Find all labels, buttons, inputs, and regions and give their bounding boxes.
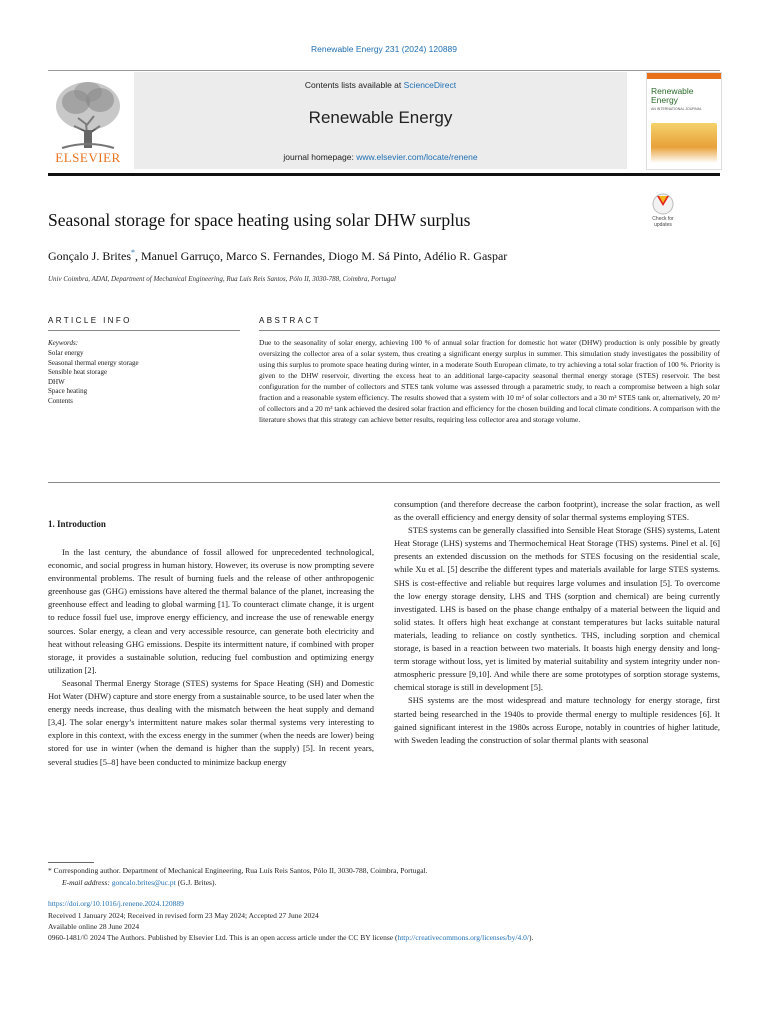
check-for-updates-label: Check for updates [652, 216, 674, 228]
article-title: Seasonal storage for space heating using solar DHW surplus [48, 210, 471, 230]
affiliation: Univ Coimbra, ADAI, Department of Mechanical Engineering, Rua Luís Reis Santos, Pólo II, 3030-788, Coimbra, Portugal [48, 275, 396, 283]
keyword: Sensible heat storage [48, 368, 108, 376]
header-divider [48, 70, 720, 71]
journal-reference[interactable]: Renewable Energy 231 (2024) 120889 [310, 44, 458, 54]
footnote-rule [48, 862, 94, 863]
body-paragraph: In the last century, the abundance of fossil allowed for unprecedented technological, economic, and social progress in human history. However, its overuse is now prompting severe environmental problems. The result of burning fuels and the release of other anthropogenic greenhouse gas (GHG) emissions have altered the thermal balance of the planet, increasing the greenhouse effect and leading to global warming [1]. To counteract climate change, it is urgent to reduce fossil fuel use, improve energy efficiency, and increase the use of renewable energy sources. Solar energy, a clean and very accessible resource, can generate both electricity and heat without releasing GHG emissions. Despite its intermittent nature, if combined with proper storage, it provides a sustainable solution, reducing fuel combustion and optimizing energy utilization [2]. [48, 547, 374, 675]
abstract-heading: ABSTRACT [259, 316, 321, 325]
available-online: Available online 28 June 2024 [48, 922, 140, 931]
author-name[interactable]: Manuel Garruço [141, 249, 220, 263]
keyword: Space heating [48, 387, 88, 395]
keyword: Contents [48, 396, 73, 405]
article-info-rule [48, 330, 240, 331]
keywords-label: Keywords: [48, 339, 79, 347]
email-label: E-mail address: [62, 878, 110, 887]
contents-line [134, 80, 627, 90]
body-paragraph: STES systems can be generally classified into Sensible Heat Storage (SHS) systems, Latent Heat Storage (LHS) systems and Thermochemical Heat Storage (THS) systems. Pinel et al. [6] presents an extended discussion on the methods for STES focusing on the residential scale, while Xu et al. [5] describe the different types and materials available for large STES systems. SHS is cost-effective and reliable but requires large volumes and insulation [5]. To overcome the low energy storage density, LHS and THS (sorption and chemical) are being currently investigated. LHS is based on the phase change enthalpy of a material between the liquid and solid states. It offers high heat exchange at constant temperatures but lacks suitable natural materials, leading to reliance on costly synthetics. THS, including sorption and chemical storage, is based in a reaction between two materials. It boasts high energy density and long-term storage without loss, yet is limited by material suitability and system integrity under non-atmospheric pressure [9,10]. And while there are some prototypes of sorption storage systems, chemical storage is still in development [5]. [394, 525, 720, 693]
article-info-heading: ARTICLE INFO [48, 316, 132, 325]
cover-image [651, 123, 717, 163]
abstract-text: Due to the seasonality of solar energy, achieving 100 % of annual solar fraction for domestic hot water (DHW) production is only possible by greatly oversizing the collector area of a solar system, thus creating a significant energy surplus in summer. This simulation study investigates the possibility of using this surplus to promote space heating during winter, in a moderate South European climate, to try achieving a total solar fraction of 100 %. Priority is given to the DHW reservoir, diverting the excess heat to an additional large-capacity seasonal thermal energy storage (STES) reservoir. The best configuration for the number of collectors and STES tank volume was assessed through a parametric study, to reach a compromise between a high solar fraction and a reasonable system efficiency. The results showed that a system with 10 m² of solar collectors and a 30 m³ STES tank or, alternatively, 20 m² of collectors and a 20 m³ tank achieved the desired solar fraction and efficiency for the chosen building and local climate conditions. A comparison with the literature shows that this strategy can achieve better results, requiring less collector area and storage volume. [259, 338, 720, 425]
license-line [48, 933, 533, 944]
license-prefix: 0960-1481/© 2024 The Authors. Published by Elsevier Ltd. This is an open access article under the CC BY license ( [48, 933, 398, 942]
body-paragraph: consumption (and therefore decrease the carbon footprint), increase the solar fraction, as well as the overall efficiency and energy density of solar thermal systems employing STES. [394, 499, 720, 523]
keyword: Seasonal thermal energy storage [48, 358, 139, 367]
body-paragraph: Seasonal Thermal Energy Storage (STES) systems for Space Heating (SH) and Domestic Hot Water (DHW) capture and store energy from a sustainable source, to be used later when the energy needs increase, thus dealing with the mismatch between the heat supply and demand [3,4]. The solar energy’s intermittent nature makes solar thermal systems very interesting to explore in this context, with the excess energy in the summer (when the needs are lower) being stored for use in winter (when the demand is higher than the supply) [5]. In recent years, several studies [5–8] have been conducted to minimize backup energy [48, 677, 374, 767]
contents-prefix: Contents lists available at [304, 80, 402, 90]
doi-link[interactable]: https://doi.org/10.1016/j.renene.2024.120889 [48, 899, 184, 908]
keyword: Solar energy [48, 349, 84, 357]
license-suffix: ). [528, 933, 534, 942]
body-column-right [394, 498, 720, 747]
journal-cover-thumbnail[interactable] [646, 72, 722, 170]
homepage-link[interactable]: www.elsevier.com/locate/renene [356, 152, 478, 162]
journal-title: Renewable Energy [308, 108, 453, 127]
corresponding-author-mark[interactable]: * [131, 248, 135, 257]
homepage-label: journal homepage: [283, 152, 354, 162]
corresponding-author-note: * Corresponding author. Department of Mechanical Engineering, Rua Luís Reis Santos, Pólo II, 3030-788, Coimbra, Portugal. [48, 866, 428, 875]
author-name[interactable]: Diogo M. Sá Pinto [328, 249, 419, 263]
cover-subtitle: AN INTERNATIONAL JOURNAL [651, 107, 702, 111]
email-link[interactable]: goncalo.brites@uc.pt [111, 878, 176, 887]
keyword-list [48, 349, 139, 406]
masthead-rule [48, 173, 720, 176]
received-dates: Received 1 January 2024; Received in revised form 23 May 2024; Accepted 27 June 2024 [48, 911, 319, 920]
author-name[interactable]: Marco S. Fernandes [225, 249, 323, 263]
keyword: DHW [48, 377, 65, 386]
abstract-rule [259, 330, 720, 331]
author-name[interactable]: Gonçalo J. Brites [48, 249, 131, 263]
body-divider [48, 482, 720, 483]
sciencedirect-link[interactable]: ScienceDirect [403, 80, 457, 90]
body-paragraph: SHS systems are the most widespread and mature technology for energy storage, first started being researched in the 1940s to provide thermal energy to multiple residences [6]. It gained significant interest in the 1980s across Europe, notably in countries of higher latitude, with Sweden leading the construction of solar thermal plants with seasonal [394, 695, 720, 745]
body-column-left [48, 546, 374, 769]
author-list: Gonçalo J. Brites*, Manuel Garruço, Marco S. Fernandes, Diogo M. Sá Pinto, Adélio R. Gaspar [48, 248, 508, 263]
section-heading-introduction: 1. Introduction [48, 519, 106, 529]
elsevier-wordmark: ELSEVIER [55, 150, 121, 165]
homepage-line [134, 152, 627, 162]
author-name[interactable]: Adélio R. Gaspar [423, 249, 508, 263]
email-suffix: (G.J. Brites). [177, 878, 217, 887]
license-link[interactable]: http://creativecommons.org/licenses/by/4.0/ [397, 933, 529, 942]
cover-band [647, 73, 721, 79]
email-line [62, 877, 216, 888]
cover-title: Renewable Energy [651, 86, 694, 105]
